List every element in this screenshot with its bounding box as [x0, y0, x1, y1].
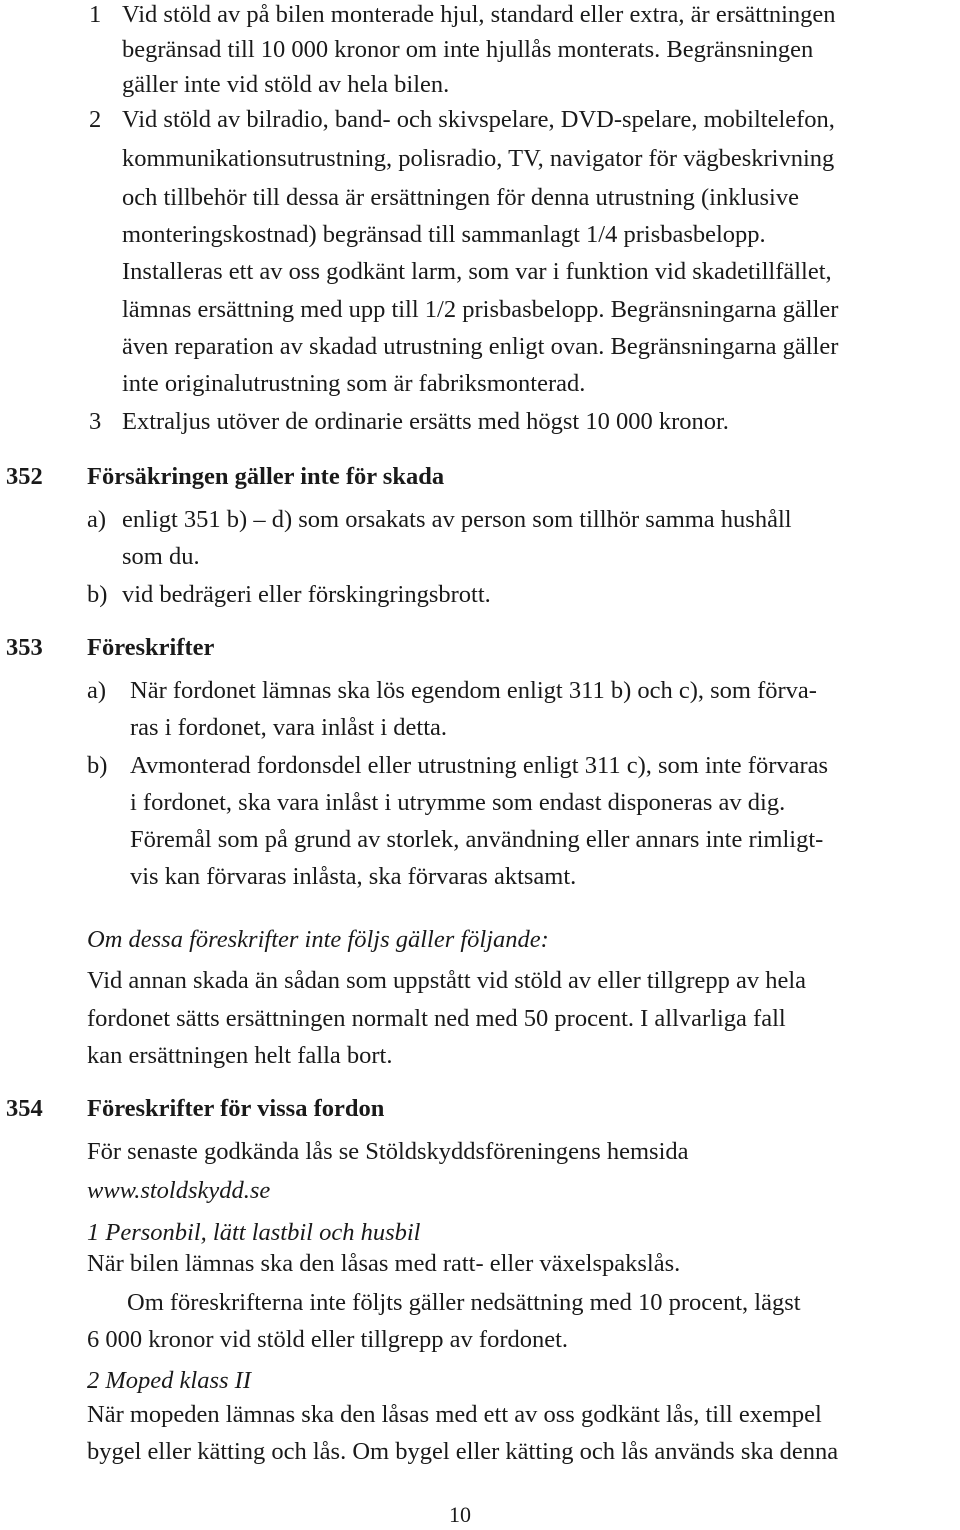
- text-line: ras i fordonet, vara inlåst i detta.: [130, 714, 448, 741]
- subsection-title: 2 Moped klass II: [87, 1367, 251, 1394]
- list-label: b): [87, 581, 108, 608]
- text-line: som du.: [122, 543, 200, 570]
- text-line: monteringskostnad) begränsad till sammanlagt 1/4 prisbasbelopp.: [122, 221, 766, 248]
- text-line: även reparation av skadad utrustning enligt ovan. Begränsningarna gäller: [122, 333, 839, 360]
- text-line: När fordonet lämnas ska lös egendom enligt 311 b) och c), som förva-: [130, 677, 817, 704]
- text-line: Om föreskrifterna inte följts gäller nedsättning med 10 procent, lägst: [127, 1289, 801, 1316]
- section-number: 354: [6, 1095, 43, 1122]
- section-number: 352: [6, 463, 43, 490]
- text-line: Avmonterad fordonsdel eller utrustning enligt 311 c), som inte förvaras: [130, 752, 829, 779]
- subsection-title: 1 Personbil, lätt lastbil och husbil: [87, 1219, 421, 1246]
- text-line: bygel eller kätting och lås. Om bygel eller kätting och lås används ska denna: [87, 1438, 839, 1465]
- text-line: När bilen lämnas ska den låsas med ratt- eller växelspakslås.: [87, 1250, 681, 1277]
- section-heading: Föreskrifter: [87, 634, 215, 661]
- text-line: i fordonet, ska vara inlåst i utrymme som endast disponeras av dig.: [130, 789, 786, 816]
- website-link[interactable]: www.stoldskydd.se: [87, 1177, 271, 1204]
- list-label: b): [87, 752, 108, 779]
- text-line: Föremål som på grund av storlek, användning eller annars inte rimligt-: [130, 826, 824, 853]
- section-heading: Försäkringen gäller inte för skada: [87, 463, 445, 490]
- text-line: kommunikationsutrustning, polisradio, TV, navigator för vägbeskrivning: [122, 145, 835, 172]
- text-line: 6 000 kronor vid stöld eller tillgrepp av fordonet.: [87, 1326, 569, 1353]
- text-line: lämnas ersättning med upp till 1/2 prisbasbelopp. Begränsningarna gäller: [122, 296, 839, 323]
- text-line: begränsad till 10 000 kronor om inte hjullås monterats. Begränsningen: [122, 36, 814, 63]
- text-line: Vid stöld av på bilen monterade hjul, standard eller extra, är ersättningen: [122, 1, 836, 28]
- text-line: och tillbehör till dessa är ersättningen för denna utrustning (inklusive: [122, 184, 799, 211]
- text-line: vid bedrägeri eller förskingringsbrott.: [122, 581, 491, 608]
- text-line: inte originalutrustning som är fabriksmonterad.: [122, 370, 586, 397]
- item-number: 1: [89, 1, 102, 28]
- section-heading: Föreskrifter för vissa fordon: [87, 1095, 385, 1122]
- text-line: Vid stöld av bilradio, band- och skivspelare, DVD-spelare, mobiltelefon,: [122, 106, 835, 133]
- section-number: 353: [6, 634, 43, 661]
- list-label: a): [87, 677, 107, 704]
- text-line: gäller inte vid stöld av hela bilen.: [122, 71, 450, 98]
- page-number: 10: [449, 1502, 471, 1527]
- text-line: Extraljus utöver de ordinarie ersätts med högst 10 000 kronor.: [122, 408, 729, 435]
- text-line: kan ersättningen helt falla bort.: [87, 1042, 393, 1069]
- item-number: 3: [89, 408, 102, 435]
- text-line: fordonet sätts ersättningen normalt ned med 50 procent. I allvarliga fall: [87, 1005, 786, 1032]
- item-number: 2: [89, 106, 102, 133]
- text-line: Vid annan skada än sådan som uppstått vid stöld av eller tillgrepp av hela: [87, 967, 807, 994]
- text-line: För senaste godkända lås se Stöldskyddsföreningens hemsida: [87, 1138, 689, 1165]
- list-label: a): [87, 506, 107, 533]
- text-line: Installeras ett av oss godkänt larm, som var i funktion vid skadetillfället,: [122, 258, 832, 285]
- text-line: enligt 351 b) – d) som orsakats av person som tillhör samma hushåll: [122, 506, 792, 533]
- note-heading: Om dessa föreskrifter inte följs gäller följande:: [87, 926, 549, 953]
- text-line: vis kan förvaras inlåsta, ska förvaras aktsamt.: [130, 863, 577, 890]
- text-line: När mopeden lämnas ska den låsas med ett av oss godkänt lås, till exempel: [87, 1401, 822, 1428]
